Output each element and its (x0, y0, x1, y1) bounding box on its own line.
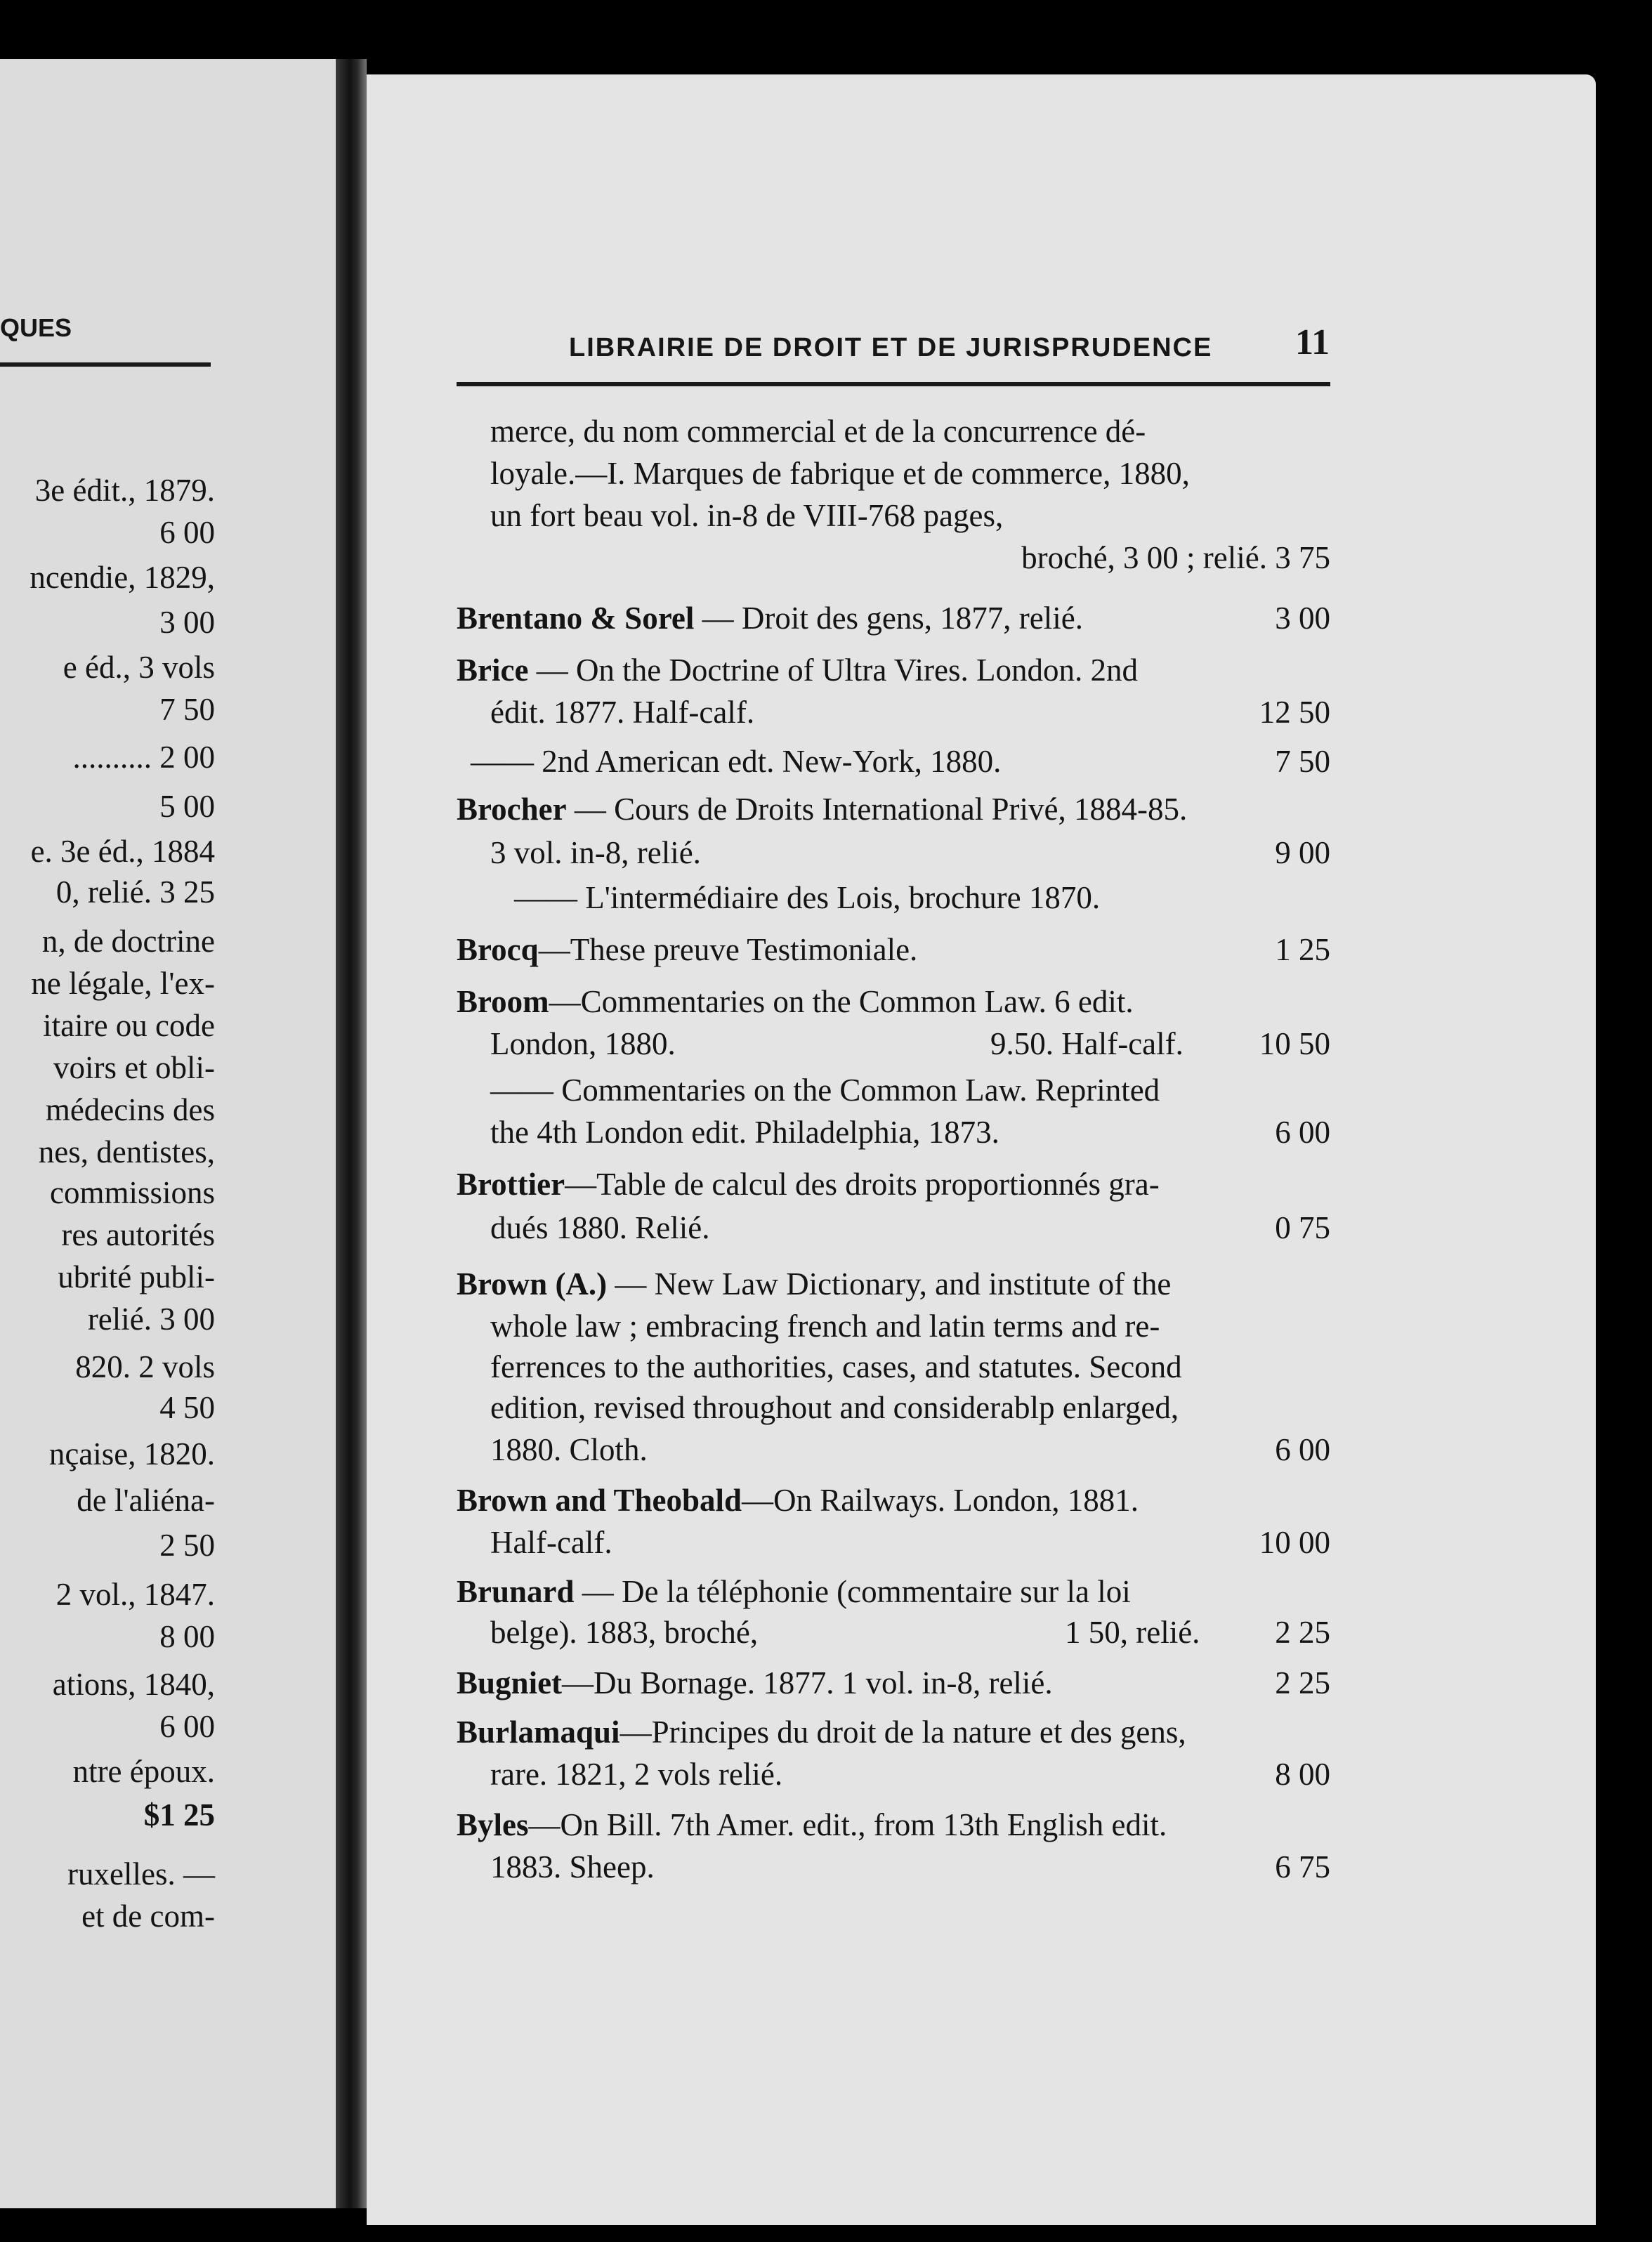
left-page-line: 4 50 (159, 1390, 215, 1425)
entry-price: 3 00 (1275, 601, 1330, 636)
left-page-line: 820. 2 vols (75, 1349, 215, 1384)
entry-price: 2 25 (1275, 1665, 1330, 1700)
continuation-price-line: broché, 3 00 ; relié. 3 75 (1021, 540, 1330, 575)
entry-text-line: edition, revised throughout and considerablp enlarged, (490, 1390, 1179, 1425)
catalog-entry (457, 1667, 1053, 1699)
catalog-entry (457, 1485, 1139, 1516)
entry-text: —On Railways. London, 1881. (742, 1483, 1139, 1518)
left-page-line: ncendie, 1829, (29, 560, 215, 595)
entry-text: — De la téléphonie (commentaire sur la loi (574, 1574, 1131, 1609)
entry-author: Brottier (457, 1167, 565, 1202)
entry-author: Bugniet (457, 1665, 563, 1700)
left-page-line: n, de doctrine (41, 924, 215, 959)
continuation-line: loyale.—I. Marques de fabrique et de commerce, 1880, (490, 456, 1190, 491)
entry-text-line: édit. 1877. Half-calf. (490, 695, 755, 730)
left-page-header-fragment: QUES (0, 313, 72, 342)
entry-price: 6 00 (1275, 1115, 1330, 1150)
entry-price: 8 00 (1275, 1757, 1330, 1792)
left-page-line: 2 vol., 1847. (55, 1577, 215, 1612)
entry-sub-line: —— Commentaries on the Common Law. Reprinted (490, 1073, 1160, 1108)
entry-text-line: Half-calf. (490, 1525, 612, 1560)
running-header: LIBRAIRIE DE DROIT ET DE JURISPRUDENCE (569, 333, 1213, 362)
left-page-line: 3 00 (159, 605, 215, 640)
left-page-line: itaire ou code (43, 1008, 215, 1043)
left-page-line: nçaise, 1820. (48, 1436, 215, 1471)
left-page-line: .......... 2 00 (72, 740, 215, 775)
left-page-line: $1 25 (143, 1797, 215, 1833)
entry-author: Burlamaqui (457, 1715, 620, 1750)
left-page-line: ne légale, l'ex- (31, 966, 215, 1001)
page-number: 11 (1295, 322, 1330, 362)
continuation-line: merce, du nom commercial et de la concurrence dé- (490, 414, 1146, 449)
catalog-entry (457, 1809, 1167, 1841)
entry-text: —Du Bornage. 1877. 1 vol. in-8, relié. (562, 1665, 1053, 1700)
left-page-line: 2 50 (159, 1528, 215, 1563)
catalog-entry (457, 655, 1138, 686)
entry-text: —On Bill. 7th Amer. edit., from 13th English edit. (528, 1807, 1167, 1842)
catalog-entry (457, 1169, 1160, 1200)
left-page-line: e. 3e éd., 1884 (30, 834, 215, 869)
entry-price: 6 75 (1275, 1849, 1330, 1884)
entry-text: — Droit des gens, 1877, relié. (694, 601, 1083, 636)
entry-sub-line: —— 2nd American edt. New-York, 1880. (471, 744, 1002, 779)
entry-author: Brice (457, 653, 529, 688)
header-rule (457, 382, 1330, 386)
entry-price: 6 00 (1275, 1432, 1330, 1467)
left-page-line: de l'aliéna- (77, 1483, 215, 1518)
left-page-line: voirs et obli- (53, 1050, 215, 1085)
entry-price: 10 50 (1259, 1026, 1330, 1061)
left-page-line: commissions (49, 1175, 215, 1210)
catalog-entry (457, 603, 1083, 634)
entry-text: — New Law Dictionary, and institute of the (607, 1266, 1172, 1302)
catalog-entry (457, 1717, 1186, 1748)
left-page-line: 8 00 (159, 1619, 215, 1654)
left-page-line: ntre époux. (72, 1754, 215, 1789)
entry-price: 7 50 (1275, 744, 1330, 779)
entry-text-line: rare. 1821, 2 vols relié. (490, 1757, 783, 1792)
entry-sub-line: the 4th London edit. Philadelphia, 1873. (490, 1115, 999, 1150)
entry-text-line: belge). 1883, broché, (490, 1615, 759, 1650)
entry-author: Brentano & Sorel (457, 601, 695, 636)
entry-author: Brocher (457, 792, 567, 827)
left-page-line: ubrité publi- (58, 1259, 215, 1294)
entry-text-line: ferrences to the authorities, cases, and statutes. Second (490, 1349, 1182, 1384)
entry-price: 2 25 (1275, 1615, 1330, 1650)
left-page-line: e éd., 3 vols (63, 650, 215, 685)
entry-author: Broom (457, 984, 549, 1019)
entry-text: —These preuve Testimoniale. (538, 932, 918, 967)
continuation-line: un fort beau vol. in-8 de VIII-768 pages, (490, 498, 1004, 533)
entry-author: Brunard (457, 1574, 575, 1609)
left-page-line: ations, 1840, (52, 1667, 215, 1702)
entry-price: 9 00 (1275, 835, 1330, 870)
catalog-entry (457, 986, 1134, 1018)
entry-author: Brown and Theobald (457, 1483, 742, 1518)
left-page-line: res autorités (61, 1217, 215, 1252)
entry-text-line: London, 1880. (490, 1026, 676, 1061)
entry-text-line: whole law ; embracing french and latin terms and re- (490, 1309, 1160, 1344)
entry-text: —Table de calcul des droits proportionnés gra- (565, 1167, 1160, 1202)
right-page (367, 74, 1596, 2225)
entry-text-line: 9.50. Half-calf. (990, 1026, 1184, 1061)
entry-text-line: 1880. Cloth. (490, 1432, 648, 1467)
left-page-line: 0, relié. 3 25 (55, 874, 215, 910)
entry-text: —Commentaries on the Common Law. 6 edit. (549, 984, 1134, 1019)
left-page-line: et de com- (81, 1899, 215, 1934)
entry-text-line: 1 50, relié. (1065, 1615, 1200, 1650)
entry-text: — On the Doctrine of Ultra Vires. London. 2nd (528, 653, 1138, 688)
entry-author: Brown (A.) (457, 1266, 608, 1302)
catalog-entry (457, 1268, 1171, 1300)
left-facing-page (0, 59, 336, 2208)
left-page-line: médecins des (45, 1092, 215, 1127)
book-gutter (336, 59, 367, 2208)
entry-price: 10 00 (1259, 1525, 1330, 1560)
left-page-line: nes, dentistes, (38, 1134, 215, 1169)
catalog-entry (457, 794, 1187, 825)
entry-sub-line: —— L'intermédiaire des Lois, brochure 1870. (514, 880, 1101, 915)
left-page-line: 6 00 (159, 515, 215, 550)
entry-text-line: 3 vol. in-8, relié. (490, 835, 701, 870)
catalog-entry (457, 934, 917, 966)
entry-text-line: 1883. Sheep. (490, 1849, 655, 1884)
left-page-line: relié. 3 00 (87, 1302, 215, 1337)
entry-author: Byles (457, 1807, 529, 1842)
left-page-line: 3e édit., 1879. (34, 473, 215, 508)
entry-text: — Cours de Droits International Privé, 1884-85. (566, 792, 1188, 827)
catalog-entry (457, 1576, 1131, 1608)
left-page-line: ruxelles. — (67, 1856, 215, 1892)
left-page-rule (0, 362, 211, 367)
entry-text: —Principes du droit de la nature et des gens, (620, 1715, 1186, 1750)
left-page-line: 7 50 (159, 692, 215, 727)
entry-price: 0 75 (1275, 1210, 1330, 1245)
entry-price: 12 50 (1259, 695, 1330, 730)
entry-author: Brocq (457, 932, 539, 967)
left-page-line: 5 00 (159, 789, 215, 824)
left-page-line: 6 00 (159, 1709, 215, 1744)
entry-text-line: dués 1880. Relié. (490, 1210, 710, 1245)
entry-price: 1 25 (1275, 932, 1330, 967)
